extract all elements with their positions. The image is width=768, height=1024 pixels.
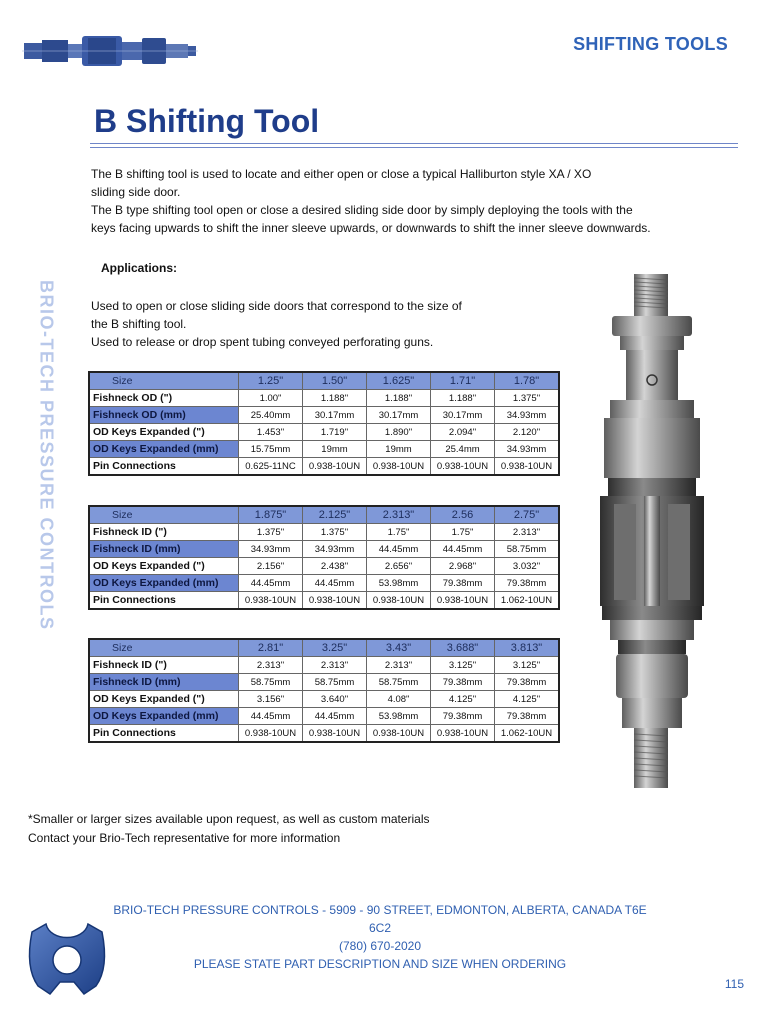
intro-line: The B shifting tool is used to locate and either open or close a typical Halliburton style XA / XO [91, 167, 592, 181]
page-title: B Shifting Tool [94, 103, 320, 139]
table-cell: 1.188" [303, 390, 367, 407]
table-cell: 4.125" [495, 691, 560, 708]
table-cell: 0.938-10UN [303, 592, 367, 610]
table-cell: 2.438" [303, 558, 367, 575]
header-tool-icon [22, 32, 198, 70]
table-cell: 2.968" [431, 558, 495, 575]
table-cell: 79.38mm [431, 708, 495, 725]
table-cell: 0.938-10UN [431, 458, 495, 476]
table-cell: 30.17mm [431, 407, 495, 424]
brio-tech-logo [22, 912, 112, 1000]
table-cell: 4.08" [367, 691, 431, 708]
table-cell: 3.43" [367, 639, 431, 657]
table-cell: 1.625" [367, 372, 431, 390]
table-cell: 15.75mm [239, 441, 303, 458]
table-cell: 3.813" [495, 639, 560, 657]
table-cell: 79.38mm [495, 575, 560, 592]
applications-line: Used to release or drop spent tubing conveyed perforating guns. [91, 335, 434, 349]
row-label: OD Keys Expanded (") [89, 424, 239, 441]
table-cell: 44.45mm [239, 575, 303, 592]
table-cell: 1.188" [367, 390, 431, 407]
row-label: Fishneck ID (mm) [89, 674, 239, 691]
table-cell: 1.062-10UN [495, 592, 560, 610]
table-cell: 1.375" [303, 524, 367, 541]
table-cell: 44.45mm [239, 708, 303, 725]
row-label: Pin Connections [89, 725, 239, 743]
table-cell: 2.120" [495, 424, 560, 441]
spec-table [88, 505, 560, 610]
table-row [89, 691, 559, 708]
side-brand-label [32, 280, 60, 640]
spec-table [88, 638, 560, 743]
table-cell: 2.094" [431, 424, 495, 441]
table-cell: 3.156" [239, 691, 303, 708]
table-cell: 1.78" [495, 372, 560, 390]
applications-heading: Applications: [101, 261, 178, 275]
footer-contact [110, 901, 650, 973]
footer-phone: (780) 670-2020 [338, 939, 422, 953]
intro-text [91, 165, 701, 237]
table-cell: 3.032" [495, 558, 560, 575]
table-cell: 25.4mm [431, 441, 495, 458]
table-cell: 0.938-10UN [367, 725, 431, 743]
row-label: Size [89, 639, 239, 657]
table-cell: 2.313" [367, 657, 431, 674]
table-cell: 0.938-10UN [303, 725, 367, 743]
table-cell: 0.938-10UN [431, 725, 495, 743]
table-cell: 2.56 [431, 506, 495, 524]
table-cell: 2.81" [239, 639, 303, 657]
row-label: OD Keys Expanded (mm) [89, 441, 239, 458]
row-label: Fishneck ID (mm) [89, 541, 239, 558]
intro-line: The B type shifting tool open or close a desired sliding side door by simply deploying the tools with the [91, 203, 633, 217]
table-cell: 30.17mm [367, 407, 431, 424]
table-row [89, 441, 559, 458]
table-cell: 0.938-10UN [303, 458, 367, 476]
table-cell: 3.688" [431, 639, 495, 657]
table-cell: 2.656" [367, 558, 431, 575]
table-cell: 44.45mm [367, 541, 431, 558]
table-cell: 0.938-10UN [239, 725, 303, 743]
section-title: SHIFTING TOOLS [573, 34, 728, 54]
table-cell: 0.625-11NC [239, 458, 303, 476]
table-row [89, 725, 559, 743]
tool-product-image [590, 268, 715, 800]
table-cell: 58.75mm [367, 674, 431, 691]
table-cell: 53.98mm [367, 708, 431, 725]
row-label: Fishneck ID (") [89, 657, 239, 674]
table-cell: 2.156" [239, 558, 303, 575]
row-label: OD Keys Expanded (") [89, 558, 239, 575]
table-cell: 1.50" [303, 372, 367, 390]
table-cell: 0.938-10UN [367, 458, 431, 476]
availability-note [28, 810, 430, 848]
table-row [89, 524, 559, 541]
table-cell: 1.75" [431, 524, 495, 541]
table-cell: 30.17mm [303, 407, 367, 424]
table-cell: 34.93mm [303, 541, 367, 558]
table-cell: 34.93mm [239, 541, 303, 558]
row-label: Size [89, 506, 239, 524]
table-row [89, 674, 559, 691]
table-cell: 1.719" [303, 424, 367, 441]
table-cell: 34.93mm [495, 407, 560, 424]
table-row [89, 575, 559, 592]
table-cell: 0.938-10UN [367, 592, 431, 610]
applications-line: Used to open or close sliding side doors that correspond to the size of [91, 299, 462, 313]
footer-ordering-note: PLEASE STATE PART DESCRIPTION AND SIZE WHEN ORDERING [193, 957, 567, 971]
table-cell: 2.313" [367, 506, 431, 524]
row-label: Size [89, 372, 239, 390]
note-line: *Smaller or larger sizes available upon request, as well as custom materials [28, 812, 430, 826]
table-cell: 0.938-10UN [431, 592, 495, 610]
spec-table [88, 371, 560, 476]
table-row [89, 639, 559, 657]
row-label: Fishneck OD (mm) [89, 407, 239, 424]
side-brand-text: BRIO-TECH PRESSURE CONTROLS [36, 280, 57, 631]
applications-text [91, 297, 501, 351]
title-divider [90, 143, 738, 148]
table-row [89, 372, 559, 390]
page-number: 115 [724, 977, 744, 991]
table-row [89, 708, 559, 725]
table-cell: 1.375" [495, 390, 560, 407]
row-label: OD Keys Expanded (mm) [89, 575, 239, 592]
table-row [89, 390, 559, 407]
table-cell: 44.45mm [303, 708, 367, 725]
row-label: Pin Connections [89, 592, 239, 610]
table-cell: 2.313" [495, 524, 560, 541]
table-row [89, 424, 559, 441]
table-cell: 44.45mm [431, 541, 495, 558]
table-row [89, 506, 559, 524]
table-cell: 34.93mm [495, 441, 560, 458]
applications-line: the B shifting tool. [91, 317, 187, 331]
table-cell: 1.25" [239, 372, 303, 390]
table-cell: 53.98mm [367, 575, 431, 592]
table-cell: 19mm [367, 441, 431, 458]
table-cell: 58.75mm [495, 541, 560, 558]
table-cell: 1.00" [239, 390, 303, 407]
table-cell: 3.25" [303, 639, 367, 657]
table-cell: 2.313" [303, 657, 367, 674]
table-cell: 58.75mm [239, 674, 303, 691]
intro-line: keys facing upwards to shift the inner sleeve upwards, or downwards to shift the inner sleeve downwards. [91, 221, 651, 235]
table-cell: 2.125" [303, 506, 367, 524]
table-row [89, 558, 559, 575]
table-cell: 0.938-10UN [239, 592, 303, 610]
intro-line: sliding side door. [91, 185, 181, 199]
table-cell: 1.375" [239, 524, 303, 541]
row-label: Fishneck OD (") [89, 390, 239, 407]
table-cell: 1.453" [239, 424, 303, 441]
table-cell: 79.38mm [495, 708, 560, 725]
footer-address: BRIO-TECH PRESSURE CONTROLS - 5909 - 90 STREET, EDMONTON, ALBERTA, CANADA T6E 6C2 [113, 903, 647, 935]
row-label: Fishneck ID (") [89, 524, 239, 541]
table-cell: 1.062-10UN [495, 725, 560, 743]
row-label: OD Keys Expanded (mm) [89, 708, 239, 725]
table-cell: 3.125" [431, 657, 495, 674]
table-cell: 1.188" [431, 390, 495, 407]
note-line: Contact your Brio-Tech representative for more information [28, 831, 341, 845]
table-cell: 3.640" [303, 691, 367, 708]
table-row [89, 541, 559, 558]
table-cell: 25.40mm [239, 407, 303, 424]
table-cell: 1.71" [431, 372, 495, 390]
table-row [89, 407, 559, 424]
table-cell: 79.38mm [431, 575, 495, 592]
table-cell: 2.75" [495, 506, 560, 524]
table-cell: 58.75mm [303, 674, 367, 691]
table-row [89, 458, 559, 476]
table-cell: 3.125" [495, 657, 560, 674]
table-cell: 1.75" [367, 524, 431, 541]
table-cell: 4.125" [431, 691, 495, 708]
table-row [89, 657, 559, 674]
row-label: OD Keys Expanded (") [89, 691, 239, 708]
table-cell: 44.45mm [303, 575, 367, 592]
table-cell: 2.313" [239, 657, 303, 674]
table-cell: 79.38mm [495, 674, 560, 691]
row-label: Pin Connections [89, 458, 239, 476]
table-cell: 1.875" [239, 506, 303, 524]
table-row [89, 592, 559, 610]
table-cell: 79.38mm [431, 674, 495, 691]
table-cell: 1.890" [367, 424, 431, 441]
table-cell: 19mm [303, 441, 367, 458]
table-cell: 0.938-10UN [495, 458, 560, 476]
